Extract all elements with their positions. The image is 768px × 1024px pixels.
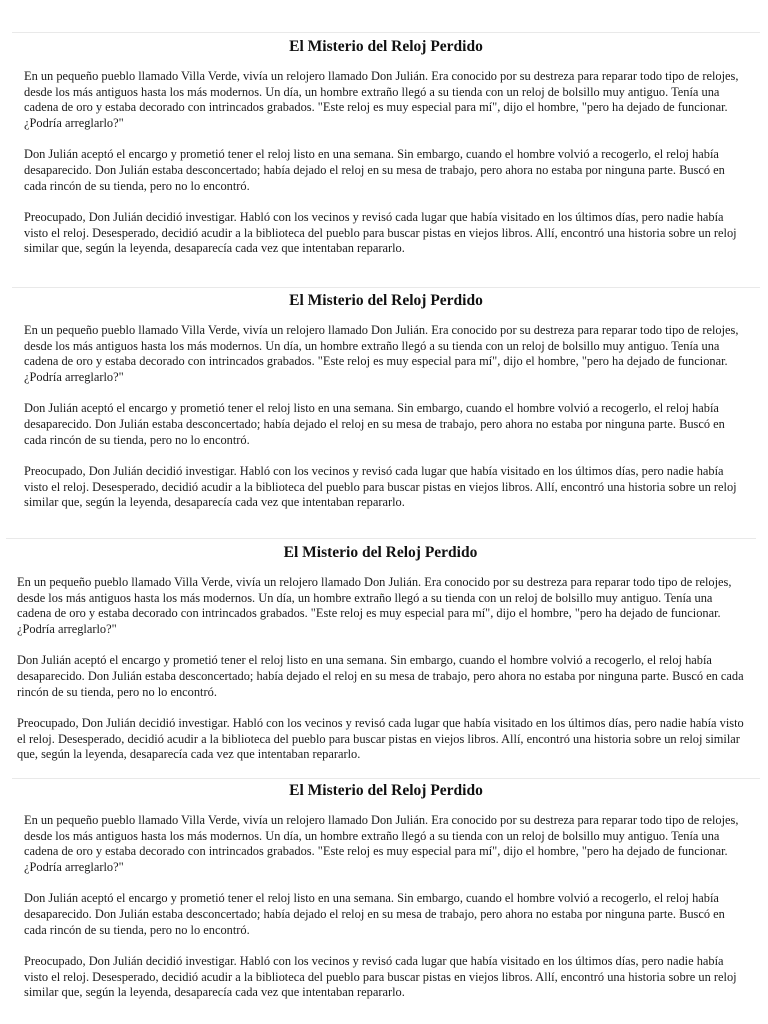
story-panel-3: [6, 538, 756, 780]
story-paragraph-2: Don Julián aceptó el encargo y prometió tener el reloj listo en una semana. Sin embargo, cuando el hombre volvió a recogerlo, el reloj había desaparecido. Don Julián estaba desconcertado; había dejado el reloj en su mesa de trabajo, pero ahora no estaba por ninguna parte. Buscó en cada rincón de su tienda, pero no lo encontró.: [17, 653, 744, 699]
story-panel-2: [12, 287, 760, 532]
story-paragraph-3: Preocupado, Don Julián decidió investigar. Habló con los vecinos y revisó cada lugar que había visitado en los últimos días, pero nadie había visto el reloj. Desesperado, decidió acudir a la biblioteca del pueblo para buscar pistas en viejos libros. Allí, encontró una historia sobre un reloj similar que, según la leyenda, desaparecía cada vez que intentaban repararlo.: [24, 954, 737, 1000]
story-paragraph-2: Don Julián aceptó el encargo y prometió tener el reloj listo en una semana. Sin embargo, cuando el hombre volvió a recogerlo, el reloj había desaparecido. Don Julián estaba desconcertado; había dejado el reloj en su mesa de trabajo, pero ahora no estaba por ninguna parte. Buscó en cada rincón de su tienda, pero no lo encontró.: [24, 401, 725, 447]
story-paragraph-3: Preocupado, Don Julián decidió investigar. Habló con los vecinos y revisó cada lugar que había visitado en los últimos días, pero nadie había visto el reloj. Desesperado, decidió acudir a la biblioteca del pueblo para buscar pistas en viejos libros. Allí, encontró una historia sobre un reloj similar que, según la leyenda, desaparecía cada vez que intentaban repararlo.: [24, 210, 737, 256]
story-paragraph-1: En un pequeño pueblo llamado Villa Verde, vivía un relojero llamado Don Julián. Era conocido por su destreza para reparar todo tipo de relojes, desde los más antiguos hasta los más modernos. Un día, un hombre extraño llegó a su tienda con un reloj de bolsillo muy antiguo. Tenía una cadena de oro y estaba decorado con intrincados grabados. "Este reloj es muy especial para mí", dijo el hombre, "pero ha dejado de funcionar. ¿Podría arreglarlo?": [24, 69, 739, 130]
story-title: El Misterio del Reloj Perdido: [283, 544, 478, 561]
story-paragraph-2: Don Julián aceptó el encargo y prometió tener el reloj listo en una semana. Sin embargo, cuando el hombre volvió a recogerlo, el reloj había desaparecido. Don Julián estaba desconcertado; había dejado el reloj en su mesa de trabajo, pero ahora no estaba por ninguna parte. Buscó en cada rincón de su tienda, pero no lo encontró.: [24, 147, 725, 193]
story-paragraph-3: Preocupado, Don Julián decidió investigar. Habló con los vecinos y revisó cada lugar que había visitado en los últimos días, pero nadie había visto el reloj. Desesperado, decidió acudir a la biblioteca del pueblo para buscar pistas en viejos libros. Allí, encontró una historia sobre un reloj similar que, según la leyenda, desaparecía cada vez que intentaban repararlo.: [17, 716, 744, 762]
story-paragraph-1: En un pequeño pueblo llamado Villa Verde, vivía un relojero llamado Don Julián. Era conocido por su destreza para reparar todo tipo de relojes, desde los más antiguos hasta los más modernos. Un día, un hombre extraño llegó a su tienda con un reloj de bolsillo muy antiguo. Tenía una cadena de oro y estaba decorado con intrincados grabados. "Este reloj es muy especial para mí", dijo el hombre, "pero ha dejado de funcionar. ¿Podría arreglarlo?": [24, 323, 739, 384]
story-title: El Misterio del Reloj Perdido: [289, 38, 483, 55]
story-paragraph-1: En un pequeño pueblo llamado Villa Verde, vivía un relojero llamado Don Julián. Era conocido por su destreza para reparar todo tipo de relojes, desde los más antiguos hasta los más modernos. Un día, un hombre extraño llegó a su tienda con un reloj de bolsillo muy antiguo. Tenía una cadena de oro y estaba decorado con intrincados grabados. "Este reloj es muy especial para mí", dijo el hombre, "pero ha dejado de funcionar. ¿Podría arreglarlo?": [24, 813, 739, 874]
story-title: El Misterio del Reloj Perdido: [289, 292, 483, 309]
story-panel-4: [12, 778, 760, 1024]
story-title: El Misterio del Reloj Perdido: [289, 782, 483, 799]
story-paragraph-2: Don Julián aceptó el encargo y prometió tener el reloj listo en una semana. Sin embargo, cuando el hombre volvió a recogerlo, el reloj había desaparecido. Don Julián estaba desconcertado; había dejado el reloj en su mesa de trabajo, pero ahora no estaba por ninguna parte. Buscó en cada rincón de su tienda, pero no lo encontró.: [24, 891, 725, 937]
story-panel-1: [12, 32, 760, 277]
story-paragraph-3: Preocupado, Don Julián decidió investigar. Habló con los vecinos y revisó cada lugar que había visitado en los últimos días, pero nadie había visto el reloj. Desesperado, decidió acudir a la biblioteca del pueblo para buscar pistas en viejos libros. Allí, encontró una historia sobre un reloj similar que, según la leyenda, desaparecía cada vez que intentaban repararlo.: [24, 464, 737, 510]
story-paragraph-1: En un pequeño pueblo llamado Villa Verde, vivía un relojero llamado Don Julián. Era conocido por su destreza para reparar todo tipo de relojes, desde los más antiguos hasta los más modernos. Un día, un hombre extraño llegó a su tienda con un reloj de bolsillo muy antiguo. Tenía una cadena de oro y estaba decorado con intrincados grabados. "Este reloj es muy especial para mí", dijo el hombre, "pero ha dejado de funcionar. ¿Podría arreglarlo?": [17, 575, 732, 636]
